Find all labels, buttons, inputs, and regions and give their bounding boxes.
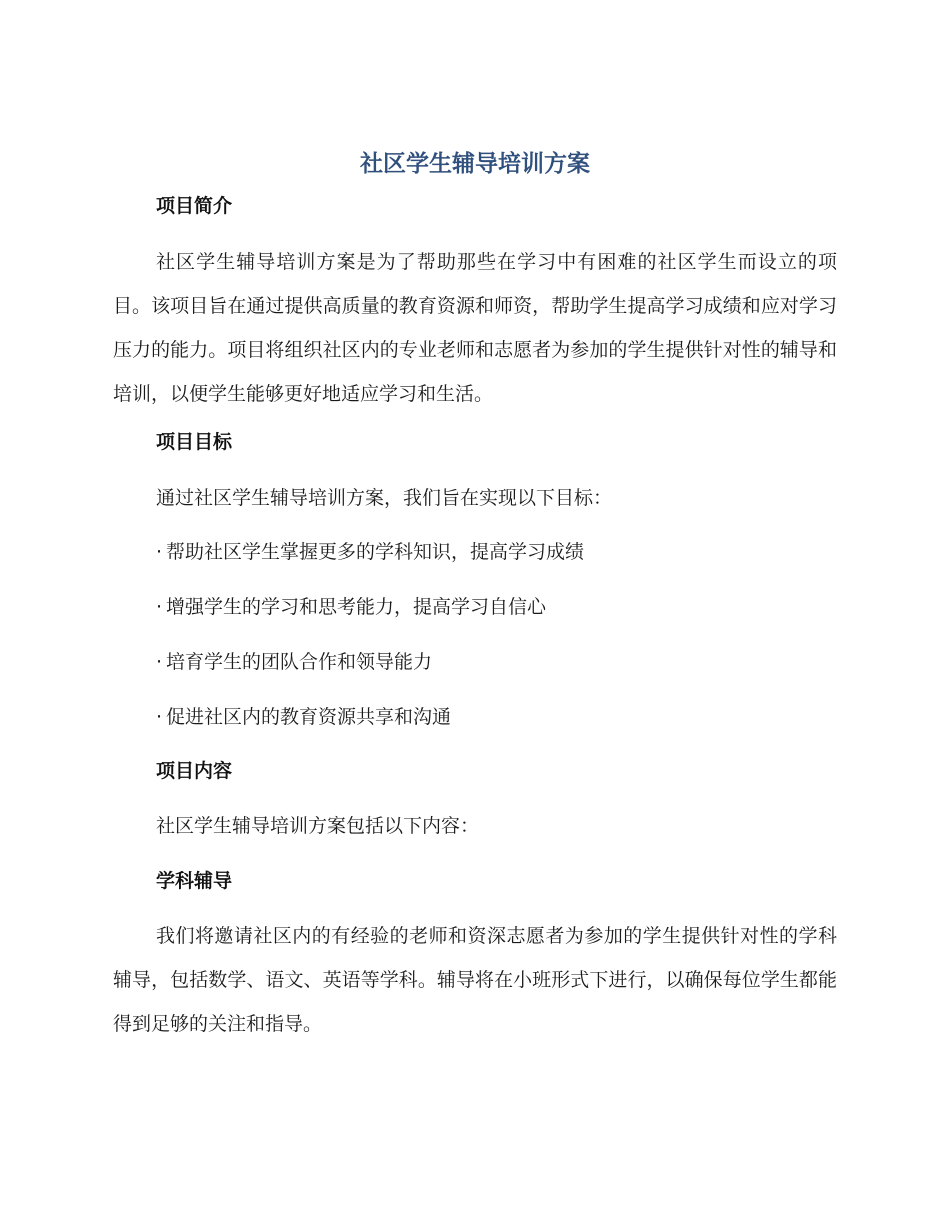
section-heading-intro: 项目简介 [156,195,233,217]
goals-lead-text: 通过社区学生辅导培训方案，我们旨在实现以下目标： [156,487,613,509]
section-heading-tutoring: 学科辅导 [156,870,233,892]
goal-text: 增强学生的学习和思考能力，提高学习自信心 [166,596,547,618]
bullet-marker: · [156,596,163,618]
bullet-marker: · [156,651,163,673]
tutoring-paragraph: 我们将邀请社区内的有经验的老师和资深志愿者为参加的学生提供针对性的学科辅导，包括数学、语文、英语等学科。辅导将在小班形式下进行，以确保每位学生都能得到足够的关注和指导。 [113,925,837,1035]
goal-list-item [156,538,584,566]
section-heading-content: 项目内容 [156,760,233,782]
goal-list-item [156,593,546,621]
goal-list-item [156,648,432,676]
goal-list-item [156,703,451,731]
bullet-marker: · [156,706,163,728]
content-lead-text: 社区学生辅导培训方案包括以下内容： [156,815,480,837]
bullet-marker: · [156,541,163,563]
goal-text: 促进社区内的教育资源共享和沟通 [166,706,452,728]
section-heading-goals: 项目目标 [156,431,233,453]
goal-text: 帮助社区学生掌握更多的学科知识，提高学习成绩 [166,541,585,563]
goal-text: 培育学生的团队合作和领导能力 [166,651,433,673]
intro-paragraph: 社区学生辅导培训方案是为了帮助那些在学习中有困难的社区学生而设立的项目。该项目旨在通过提供高质量的教育资源和师资，帮助学生提高学习成绩和应对学习压力的能力。项目将组织社区内的专业老师和志愿者为参加的学生提供针对性的辅导和培训，以便学生能够更好地适应学习和生活。 [113,251,837,405]
document-title: 社区学生辅导培训方案 [360,151,590,177]
